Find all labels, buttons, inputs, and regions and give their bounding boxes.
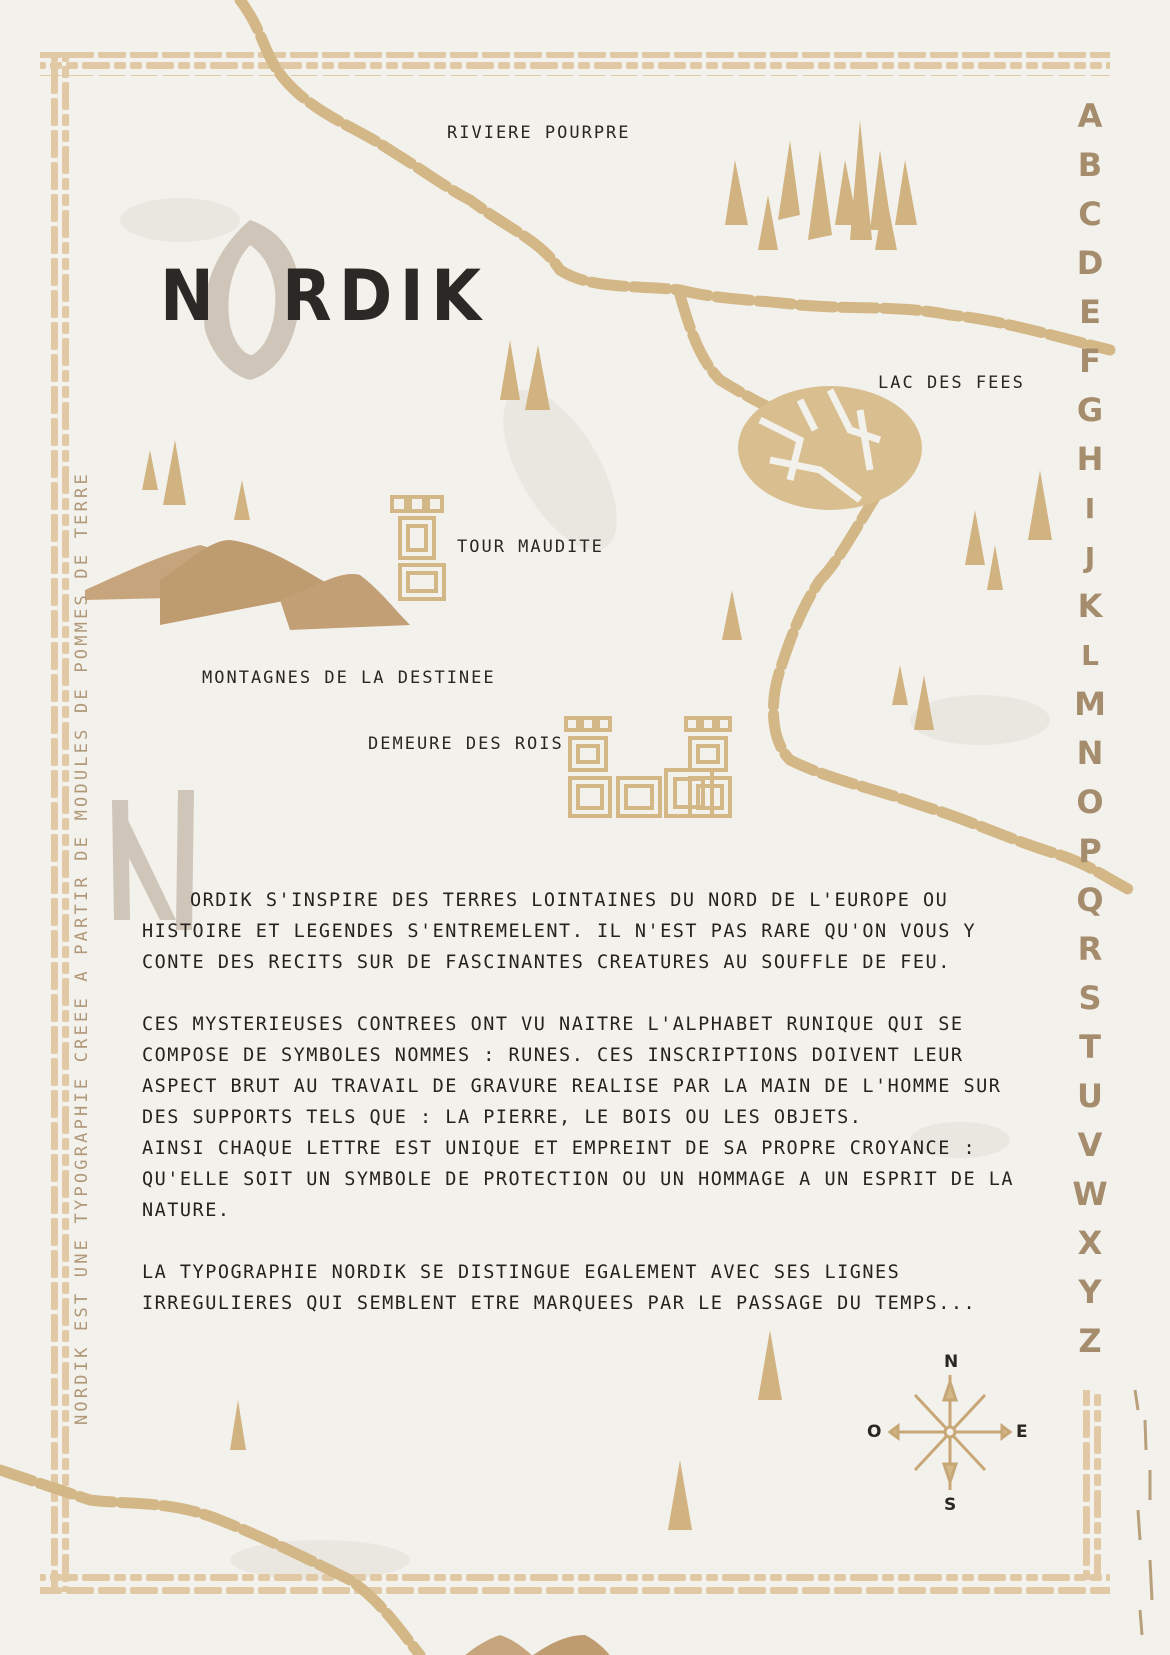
kings-label: DEMEURE DES ROIS (368, 734, 564, 754)
alphabet-letter: N (1076, 734, 1104, 772)
tower-label: TOUR MAUDITE (457, 537, 604, 557)
compass-west: O (867, 1422, 882, 1442)
alphabet-letter: F (1079, 342, 1101, 380)
alphabet-letter: U (1077, 1077, 1103, 1115)
alphabet-letter: L (1081, 639, 1099, 672)
alphabet-letter: E (1079, 293, 1101, 331)
alphabet-letter: O (1076, 783, 1104, 821)
title-suffix: RDIK (281, 255, 489, 337)
alphabet-letter: Y (1078, 1273, 1102, 1311)
body-paragraph-3: LA TYPOGRAPHIE NORDIK SE DISTINGUE EGALEMENT AVEC SES LIGNES IRREGULIERES QUI SEMBLENT ETRE MARQUEES PAR LE PASSAGE DU TEMPS... (142, 1262, 977, 1314)
alphabet-letter: Z (1078, 1322, 1102, 1360)
kings-dwelling (566, 718, 730, 816)
alphabet-letter: M (1074, 685, 1106, 723)
side-caption: NORDIK EST UNE TYPOGRAPHIE CREEE A PARTIR DE MODULES DE POMMES DE TERRE (72, 471, 92, 1425)
lake-label: LAC DES FEES (878, 373, 1025, 393)
alphabet-letter: R (1077, 930, 1103, 968)
cursed-tower (392, 497, 444, 599)
compass-east: E (1016, 1422, 1028, 1442)
river-lake-branch (680, 295, 790, 415)
alphabet-letter: A (1077, 97, 1103, 135)
mountains-label: MONTAGNES DE LA DESTINEE (202, 668, 496, 688)
alphabet-letter: J (1084, 541, 1096, 574)
alphabet-letter: K (1077, 587, 1103, 625)
mountains-of-destiny (85, 540, 410, 630)
mountains-south (410, 1635, 630, 1655)
compass-rose (890, 1375, 1010, 1490)
alphabet-letter: Q (1076, 881, 1104, 919)
alphabet-letter: V (1077, 1126, 1103, 1164)
alphabet-letter: T (1079, 1028, 1101, 1066)
alphabet-letter: X (1077, 1224, 1103, 1262)
river-label: RIVIERE POURPRE (447, 123, 631, 143)
alphabet-letter: W (1072, 1175, 1108, 1213)
body-paragraph-1: ORDIK S'INSPIRE DES TERRES LOINTAINES DU NORD DE L'EUROPE OU HISTOIRE ET LEGENDES S'ENTREMELENT. IL N'EST PAS RARE QU'ON VOUS Y CONTE DES RECITS SUR DE FASCINANTES CREATURES AU SOUFFLE DE FEU. (142, 890, 977, 973)
alphabet-letter: I (1084, 492, 1096, 525)
page-title (160, 255, 488, 337)
rune-scratches (1135, 1390, 1152, 1635)
title-prefix: N (160, 255, 222, 337)
alphabet-letter: H (1076, 440, 1104, 478)
body-paragraph-2b: AINSI CHAQUE LETTRE EST UNIQUE ET EMPREINT DE SA PROPRE CROYANCE : QU'ELLE SOIT UN SYMBOLE DE PROTECTION OU UN HOMMAGE A UN ESPRIT DE LA NATURE. (142, 1138, 1015, 1221)
alphabet-letter: D (1076, 244, 1104, 282)
alphabet-column (1070, 92, 1110, 1366)
body-text (142, 885, 1022, 1350)
body-paragraph-2a: CES MYSTERIEUSES CONTREES ONT VU NAITRE L'ALPHABET RUNIQUE QUI SE COMPOSE DE SYMBOLES NOMMES : RUNES. CES INSCRIPTIONS DOIVENT LEUR ASPECT BRUT AU TRAVAIL DE GRAVURE REALISE PAR LA MAIN DE L'HOMME SUR DES SUPPORTS TELS QUE : LA PIERRE, LE BOIS OU LES OBJETS. (142, 1014, 1002, 1128)
compass-south: S (944, 1495, 957, 1515)
alphabet-letter: C (1078, 195, 1102, 233)
compass-north: N (944, 1352, 959, 1372)
alphabet-letter: G (1076, 391, 1104, 429)
lake-of-fairies (738, 386, 922, 510)
alphabet-letter: P (1078, 832, 1102, 870)
alphabet-letter: B (1077, 146, 1103, 184)
alphabet-letter: S (1078, 979, 1102, 1017)
